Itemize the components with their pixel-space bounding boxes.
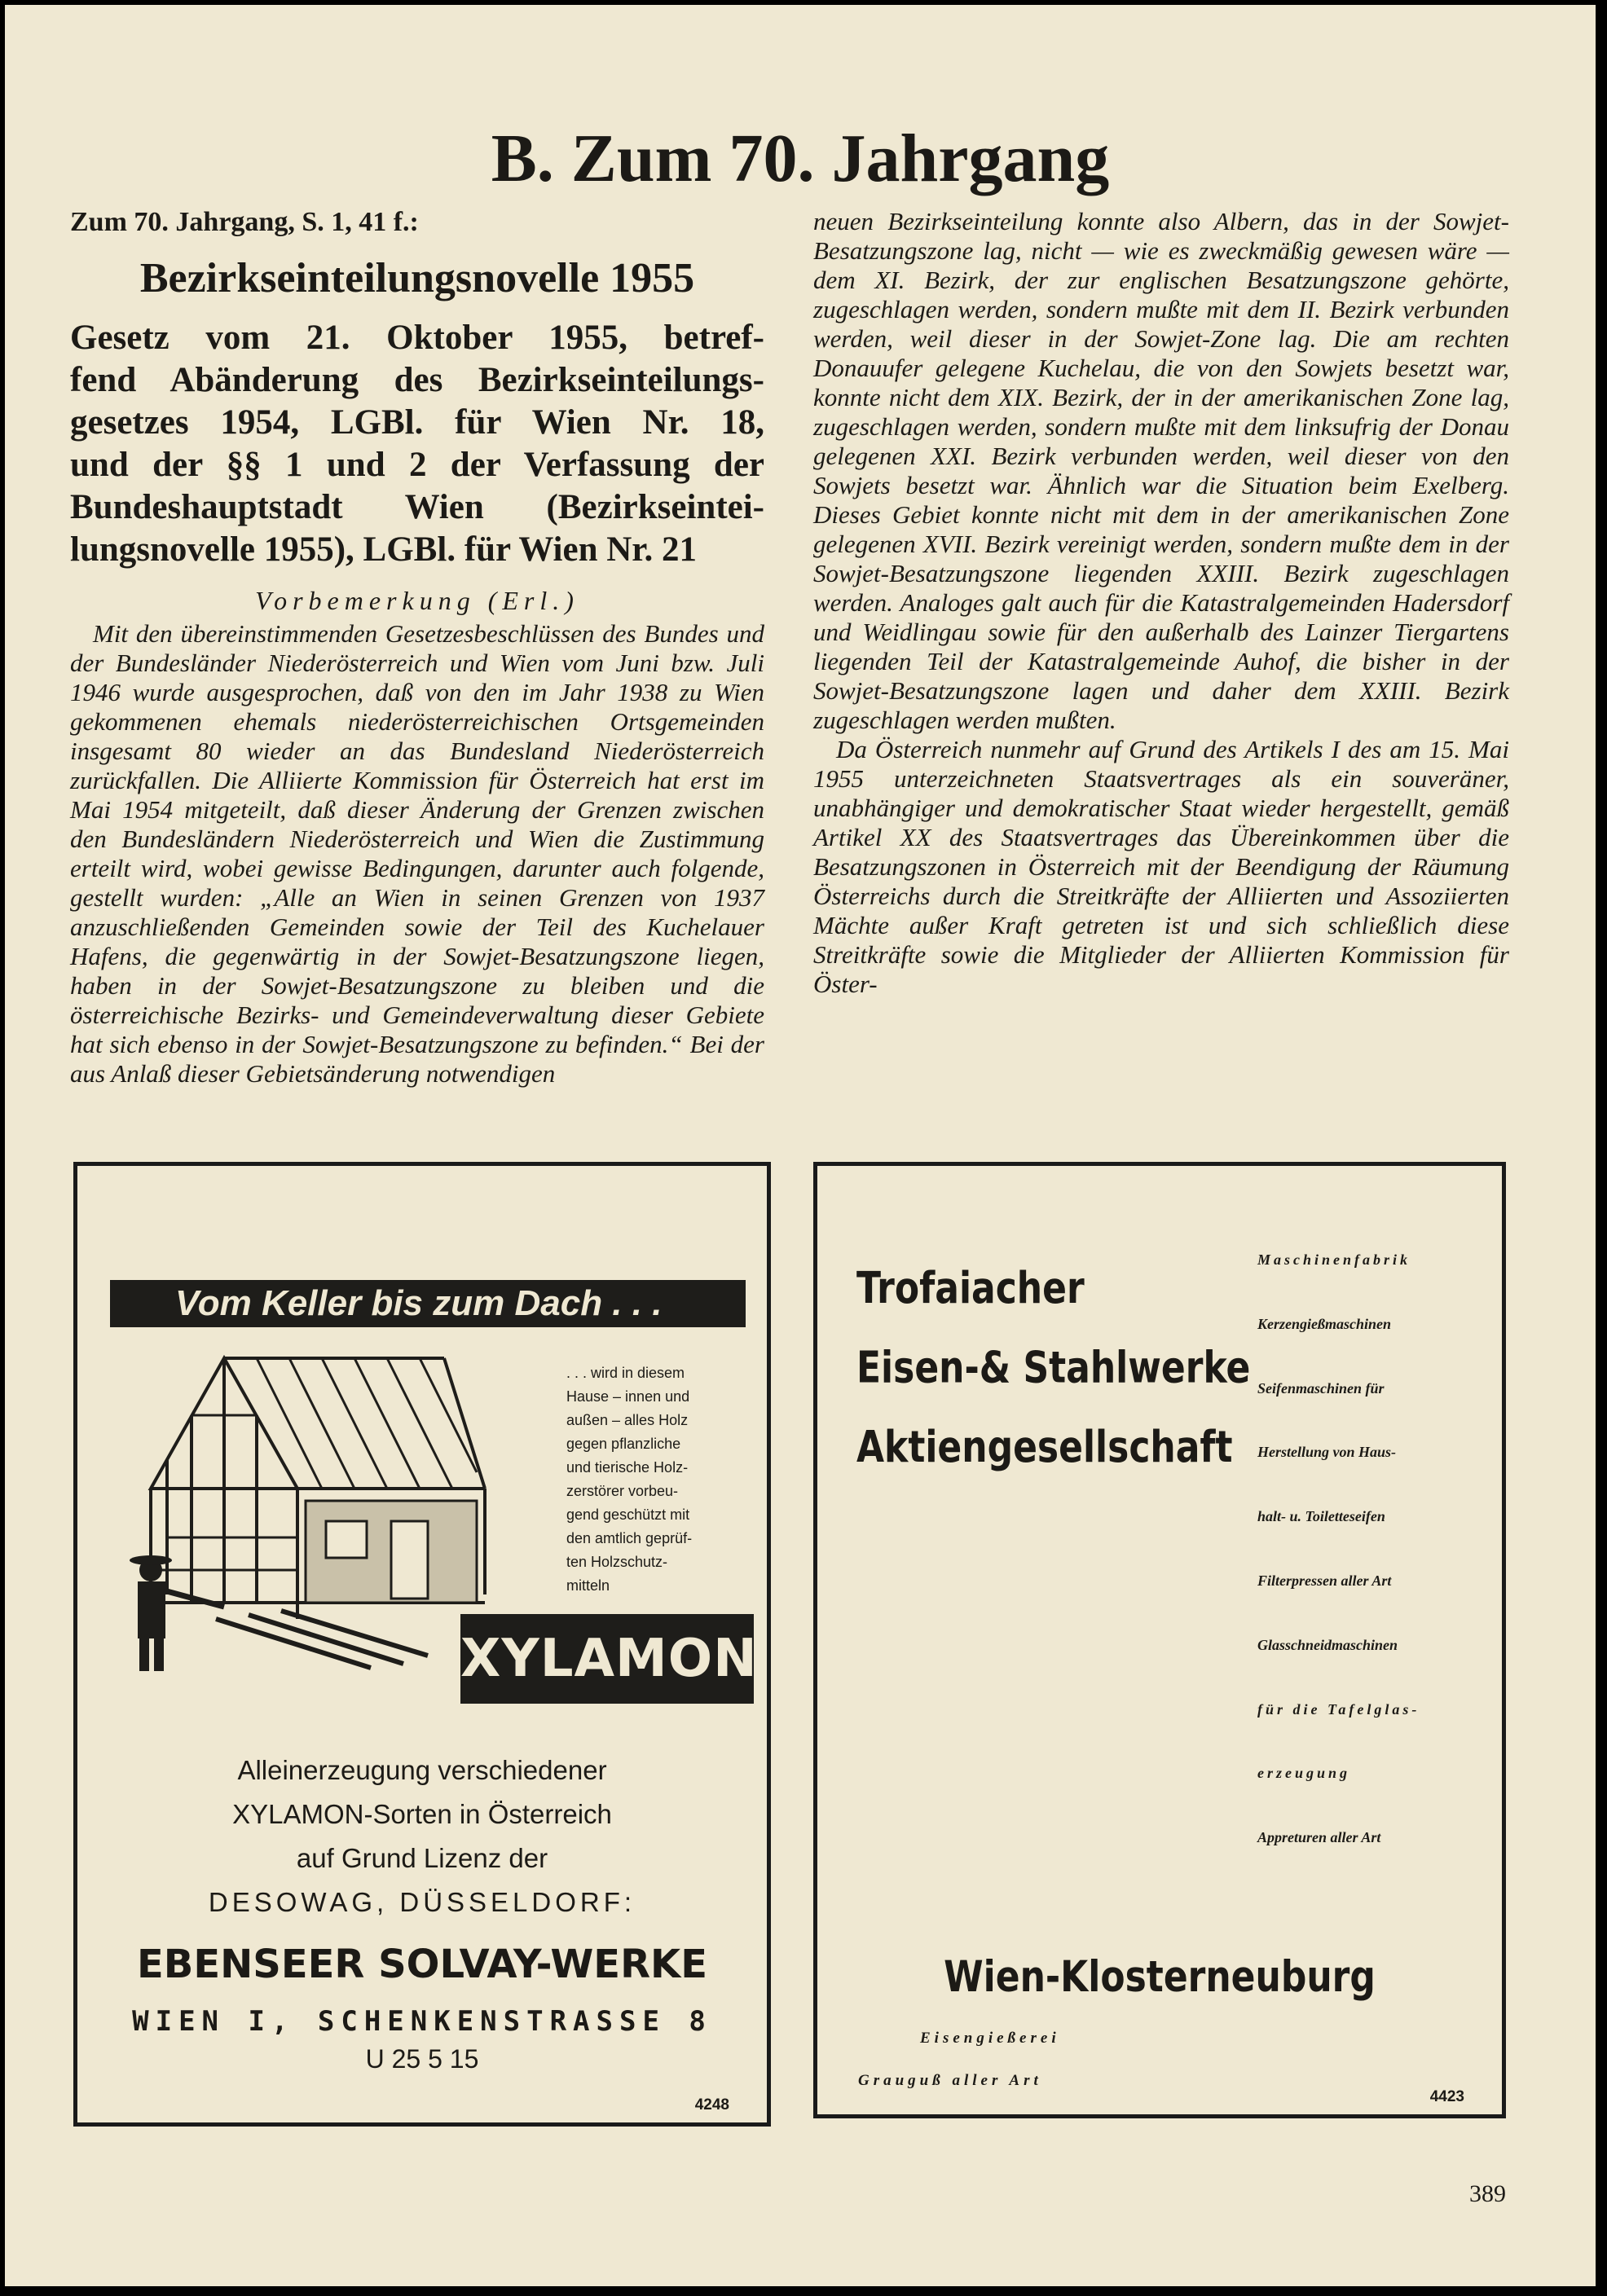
page-number: 389 <box>1469 2180 1506 2207</box>
foundry-label: Eisengießerei <box>920 2030 1060 2047</box>
company-name: EBENSEER SOLVAY-WERKE <box>136 1942 708 1987</box>
product-item: erzeugung <box>1257 1765 1351 1782</box>
body-paragraph: Mit den übereinstimmenden Gesetzesbeschlüssen des Bundes und der Bundesländer Niederösterreich und Wien vom Juni bzw. Juli 1946 wurde ausgesprochen, daß von den im Jahr 1938 zu Wien gekommenen ehemals niederösterreichischen Ortsgemeinden insgesamt 80 wieder an das Bundesland Niederösterreich zurückfallen. Die Alliierte Kommission für Österreich hat erst im Mai 1954 mitgeteilt, daß dieser Änderung der Grenzen zwischen den Bundesländern Niederösterreich und Wien die Zustimmung erteilt wird, wobei gewisse Bedingungen, darunter auch folgende, gestellt wurden: „Alle an Wien in seinen Grenzen von 1937 anzuschließenden Gemeinden sowie der Teil des Kuchelauer Hafens, die gegenwärtig in der Sowjet-Besatzungszone liegen, haben in der Sowjet-Besatzungszone zu bleiben und die österreichische Bezirks- und Gemeindeverwaltung dieser Gebiete hat sich ebenso in der Sowjet-Besatzungszone zu befinden.“ Bei der aus Anlaß dieser Gebietsänderung notwendigen <box>70 619 764 1088</box>
product-item: Herstellung von Haus- <box>1257 1444 1397 1461</box>
law-subtitle-line: lungsnovelle 1955), LGBl. für Wien Nr. 21 <box>70 530 697 569</box>
license-line: XYLAMON-Sorten in Österreich <box>232 1799 612 1829</box>
company-name-line: Trofaiacher <box>856 1263 1085 1314</box>
ad-banner: Vom Keller bis zum Dach . . . <box>110 1280 746 1327</box>
law-subtitle-line: Bundeshauptstadt Wien (Bezirkseintei- <box>70 488 764 526</box>
body-paragraph: Da Österreich nunmehr auf Grund des Artikels I des am 15. Mai 1955 unterzeichneten Staatsvertrages als ein souveräner, unabhängiger und demokratischer Staat wieder hergestellt, gemäß Artikel XX des Staatsvertrages das Übereinkommen über die Besatzungszonen in Österreich mit der Beendigung der Räumung Österreichs durch die Streitkräfte der Alliierten und Assoziierten Mächte außer Kraft getreten ist und sich schließlich diese Streitkräfte sowie die Mitglieder der Alliierten Kommission für Öster- <box>813 735 1509 998</box>
product-item: Filterpressen aller Art <box>1257 1572 1392 1589</box>
product-item: Kerzengießmaschinen <box>1257 1315 1392 1332</box>
page-title: B. Zum 70. Jahrgang <box>491 121 1110 196</box>
trofaiacher-advertisement <box>813 1162 1506 2118</box>
product-item: Seifenmaschinen für <box>1257 1379 1385 1397</box>
product-item: Maschinenfabrik <box>1257 1251 1411 1268</box>
product-item: halt- u. Toiletteseifen <box>1257 1508 1385 1525</box>
ad-number: 4423 <box>1429 2088 1464 2105</box>
ad-description-line: und tierische Holz- <box>566 1459 689 1476</box>
ad-description-line: außen – alles Holz <box>566 1412 689 1428</box>
product-item: für die Tafelglas- <box>1257 1700 1420 1718</box>
license-line: Alleinerzeugung verschiedener <box>237 1755 607 1785</box>
ad-description-line: den amtlich geprüf- <box>566 1530 693 1546</box>
ad-description-line: ten Holzschutz- <box>566 1554 668 1570</box>
law-subtitle-line: gesetzes 1954, LGBl. für Wien Nr. 18, <box>70 403 764 442</box>
ad-description-line: mitteln <box>566 1577 610 1594</box>
law-title: Bezirkseinteilungsnovelle 1955 <box>139 255 695 301</box>
ad-description-line: zerstörer vorbeu- <box>566 1483 679 1499</box>
law-subtitle-line: fend Abänderung des Bezirkseinteilungs- <box>70 361 764 399</box>
brand-logo: XYLAMON <box>460 1614 754 1704</box>
company-name-line: Eisen-& Stahlwerke <box>856 1342 1251 1393</box>
article-reference: Zum 70. Jahrgang, S. 1, 41 f.: <box>70 207 419 237</box>
ad-description-line: Hause – innen und <box>566 1388 690 1405</box>
company-phone: U 25 5 15 <box>365 2044 479 2074</box>
license-line: DESOWAG, DÜSSELDORF: <box>208 1887 636 1917</box>
company-name <box>856 1249 1251 1488</box>
cast-iron-label: Grauguß aller Art <box>858 2072 1042 2089</box>
law-subtitle-line: Gesetz vom 21. Oktober 1955, betref- <box>70 319 764 357</box>
company-city: Wien-Klosterneuburg <box>944 1951 1376 2003</box>
left-column <box>70 207 764 1089</box>
company-address: WIEN I, SCHENKENSTRASSE 8 <box>132 2005 712 2038</box>
preface-heading: Vorbemerkung (Erl.) <box>255 586 579 615</box>
law-subtitle-line: und der §§ 1 und 2 der Verfassung der <box>70 446 764 484</box>
journal-page <box>5 5 1596 2286</box>
company-name-line: Aktiengesellschaft <box>856 1422 1233 1473</box>
xylamon-advertisement <box>73 1162 771 2127</box>
ad-number: 4248 <box>694 2096 729 2113</box>
body-paragraph: neuen Bezirkseinteilung konnte also Albern, das in der Sowjet-Besatzungszone lag, nicht — wie es zweckmäßig gewesen wäre — dem XI. Bezirk, der zur englischen Besatzungszone gehörte, zugeschlagen werden, sondern mußte mit dem II. Bezirk verbunden werden, weil dieser in der Sowjet-Zone lag. Die am rechten Donauufer gelegene Kuchelau, die von den Sowjets besetzt war, konnte nicht dem XIX. Bezirk, der in der amerikanischen Zone lag, zugeschlagen werden, sondern mußte mit dem linksufrig der Donau gelegenen XXI. Bezirk verbunden werden, weil dieser von den Sowjets besetzt war. Ähnlich war die Situation beim Exelberg. Dieses Gebiet konnte nicht mit dem in der amerikanischen Zone gelegenen XVII. Bezirk vereinigt werden, sondern mußte dem in der Sowjet-Besatzungszone liegenden XXIII. Bezirk zugeschlagen werden. Analoges galt auch für die Katastralgemeinden Hadersdorf und Weidlingau sowie für den außerhalb des Lainzer Tiergartens liegenden Teil der Katastralgemeinde Auhof, die bisher in der Sowjet-Besatzungszone lagen und daher dem XXIII. Bezirk zugeschlagen werden mußten. <box>813 207 1509 734</box>
ad-description-line: . . . wird in diesem <box>566 1365 685 1381</box>
ad-description-line: gend geschützt mit <box>566 1506 690 1523</box>
ad-description-line: gegen pflanzliche <box>566 1436 681 1452</box>
ad-description <box>566 1361 737 1598</box>
right-column <box>813 207 1509 999</box>
product-item: Glasschneidmaschinen <box>1257 1636 1398 1653</box>
license-line: auf Grund Lizenz der <box>296 1843 548 1873</box>
location-block <box>817 1951 1502 2005</box>
license-text <box>77 1748 767 1924</box>
product-list <box>1257 1247 1477 1889</box>
product-item: Appreturen aller Art <box>1257 1829 1381 1846</box>
